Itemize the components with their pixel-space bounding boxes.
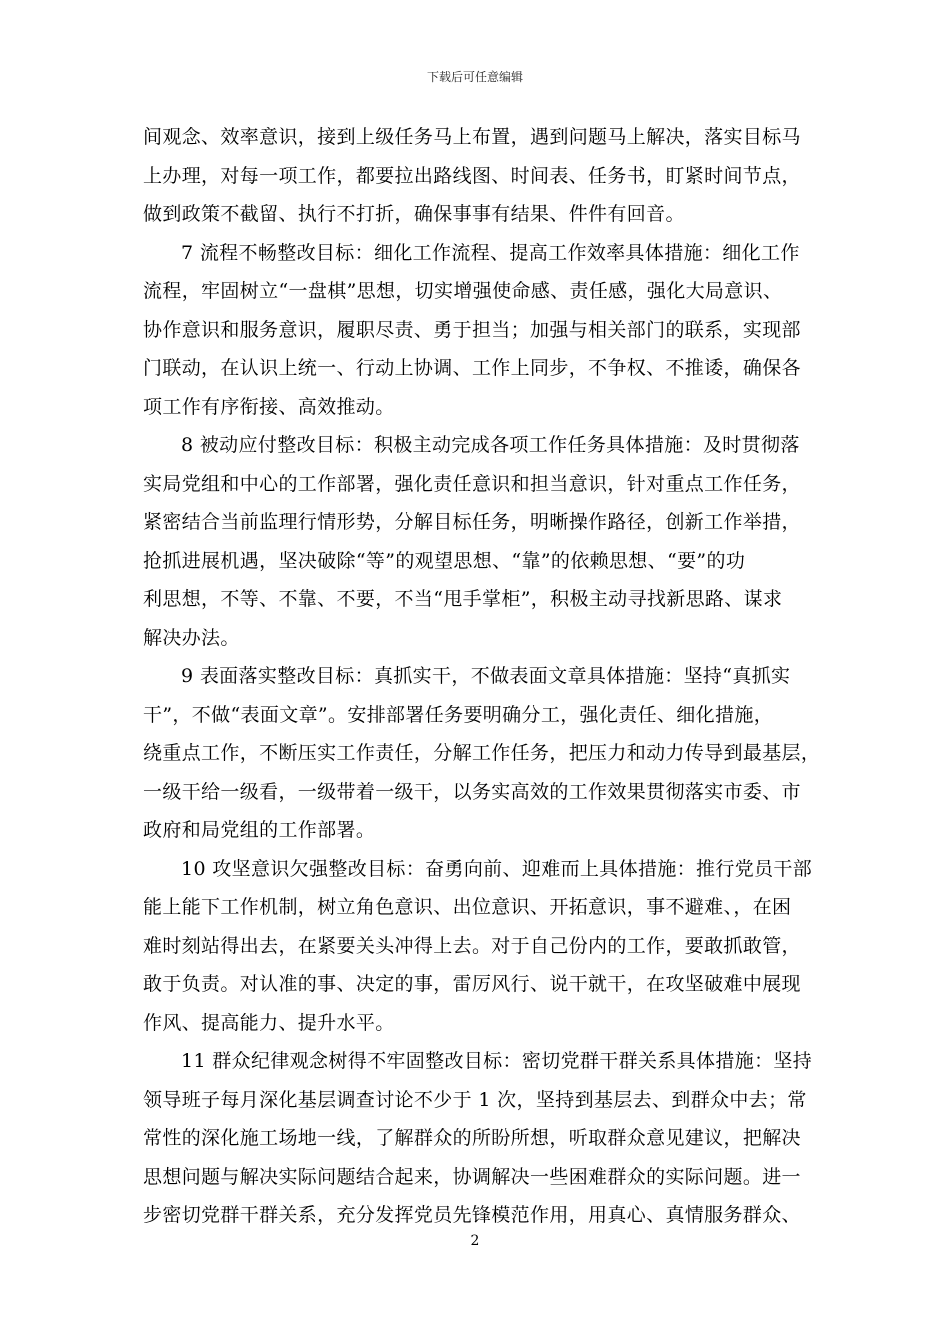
body-line: 利思想，不等、不靠、不要，不当“甩手掌柜”，积极主动寻找新思路、谋求 <box>143 588 783 610</box>
body-line: 作风、提高能力、提升水平。 <box>143 1011 395 1034</box>
body-line: 上办理，对每一项工作，都要拉出路线图、时间表、任务书，盯紧时间节点， <box>143 164 801 187</box>
paragraph-first-line: 9 表面落实整改目标：真抓实干，不做表面文章具体措施：坚持“真抓实 <box>181 665 791 687</box>
body-line: 一级干给一级看，一级带着一级干，以务实高效的工作效果贯彻落实市委、市 <box>143 780 801 803</box>
body-line: 敢于负责。对认准的事、决定的事，雷厉风行、说干就干，在攻坚破难中展现 <box>143 973 801 995</box>
body-line: 协作意识和服务意识，履职尽责、勇于担当；加强与相关部门的联系，实现部 <box>143 318 801 341</box>
body-line: 门联动，在认识上统一、行动上协调、工作上同步，不争权、不推诿，确保各 <box>143 357 801 379</box>
body-line: 政府和局党组的工作部署。 <box>143 819 376 841</box>
paragraph-first-line: 7 流程不畅整改目标：细化工作流程、提高工作效率具体措施：细化工作 <box>181 241 800 264</box>
body-line: 实局党组和中心的工作部署，强化责任意识和担当意识，针对重点工作任务， <box>143 472 801 495</box>
body-line: 项工作有序衔接、高效推动。 <box>143 395 395 418</box>
body-line: 能上能下工作机制，树立角色意识、出位意识、开拓意识，事不避难、，在困 <box>143 896 792 918</box>
body-line: 干”，不做“表面文章”。安排部署任务要明确分工，强化责任、细化措施， <box>143 703 774 726</box>
body-line: 难时刻站得出去，在紧要关头冲得上去。对于自己份内的工作，要敢抓敢管， <box>143 934 801 957</box>
document-body <box>143 118 821 1235</box>
paragraph-first-line: 10 攻坚意识欠强整改目标：奋勇向前、迎难而上具体措施：推行党员干部 <box>181 857 813 880</box>
body-line: 绕重点工作，不断压实工作责任，分解工作任务，把压力和动力传导到最基层， <box>143 742 821 764</box>
body-line: 步密切党群干群关系，充分发挥党员先锋模范作用，用真心、真情服务群众、 <box>143 1204 801 1226</box>
body-line: 紧密结合当前监理行情形势，分解目标任务，明晰操作路径，创新工作举措， <box>143 511 801 533</box>
body-line: 做到政策不截留、执行不打折，确保事事有结果、件件有回音。 <box>143 203 685 225</box>
paragraph-first-line: 11 群众纪律观念树得不牢固整改目标：密切党群干群关系具体措施：坚持 <box>181 1050 813 1072</box>
body-line: 常性的深化施工场地一线，了解群众的所盼所想，听取群众意见建议，把解决 <box>143 1127 801 1149</box>
page-number: 2 <box>470 1233 480 1249</box>
body-line: 领导班子每月深化基层调查讨论不少于 1 次，坚持到基层去、到群众中去；常 <box>143 1088 807 1111</box>
body-line: 思想问题与解决实际问题结合起来，协调解决一些困难群众的实际问题。进一 <box>143 1165 801 1188</box>
paragraph-first-line: 8 被动应付整改目标：积极主动完成各项工作任务具体措施：及时贯彻落 <box>181 434 800 456</box>
body-line: 流程，牢固树立“一盘棋”思想，切实增强使命感、责任感，强化大局意识、 <box>143 280 783 302</box>
page-header: 下载后可任意编辑 <box>426 70 523 84</box>
body-line: 解决办法。 <box>143 626 240 649</box>
body-line: 抢抓进展机遇，坚决破除“等”的观望思想、“靠”的依赖思想、“要”的功 <box>143 549 746 572</box>
body-line: 间观念、效率意识，接到上级任务马上布置，遇到问题马上解决，落实目标马 <box>143 126 801 148</box>
